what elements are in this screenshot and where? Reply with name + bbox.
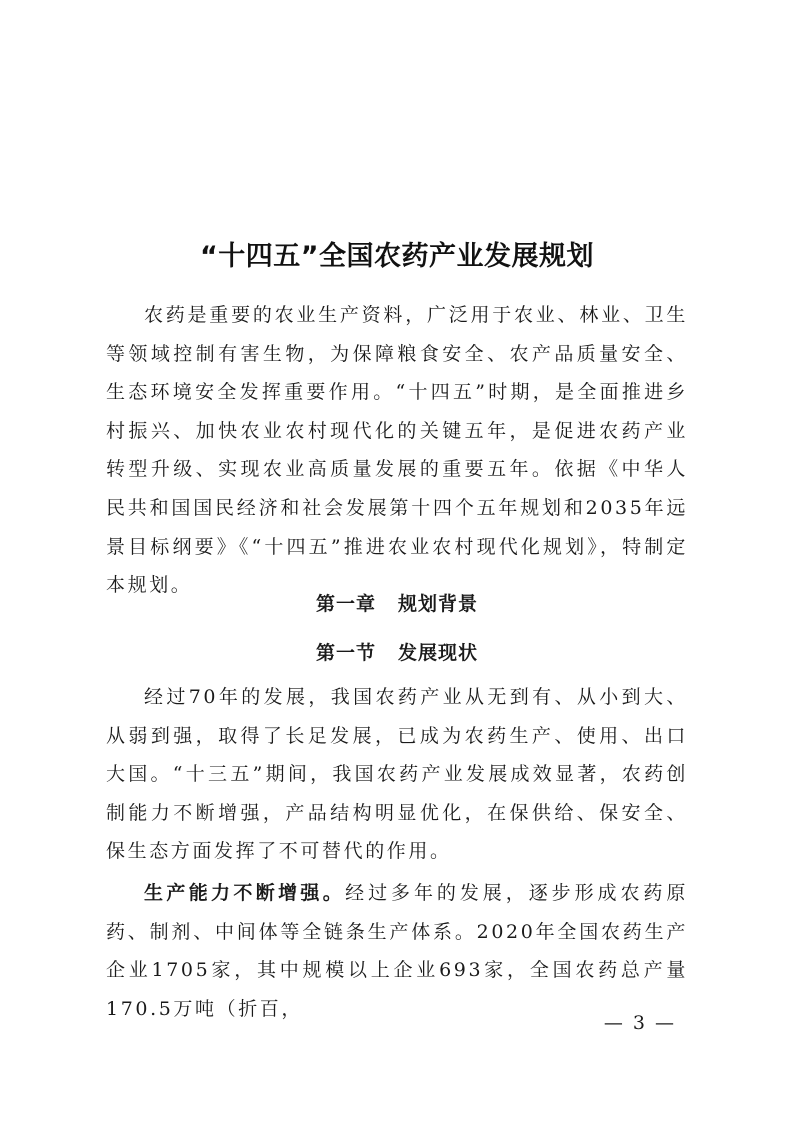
section-title: 发展现状 — [398, 642, 479, 664]
document-title: “十四五”全国农药产业发展规划 — [200, 241, 594, 273]
chapter-number: 第一章 — [315, 593, 376, 615]
section-heading — [0, 638, 794, 665]
chapter-heading — [0, 589, 794, 616]
capacity-paragraph — [106, 874, 688, 1028]
chapter-title: 规划背景 — [398, 593, 479, 615]
status-paragraph: 经过70年的发展，我国农药产业从无到有、从小到大、从弱到强，取得了长足发展，已成为农药生产、使用、出口大国。“十三五”期间，我国农药产业发展成效显著，农药创制能力不断增强，产品结构明显优化，在保供给、保安全、保生态方面发挥了不可替代的作用。 — [106, 686, 688, 863]
capacity-body: 经过多年的发展，逐步形成农药原药、制剂、中间体等全链条生产体系。2020年全国农药生产企业1705家，其中规模以上企业693家，全国农药总产量170.5万吨（折百， — [106, 882, 688, 1020]
section-number: 第一节 — [315, 642, 376, 664]
capacity-lead: 生产能力不断增强。 — [144, 882, 346, 904]
page-number: — 3 — — [603, 1012, 676, 1034]
intro-paragraph: 农药是重要的农业生产资料，广泛用于农业、林业、卫生等领域控制有害生物，为保障粮食安全、农产品质量安全、生态环境安全发挥重要作用。“十四五”时期，是全面推进乡村振兴、加快农业农村现代化的关键五年，是促进农药产业转型升级、实现农业高质量发展的重要五年。依据《中华人民共和国国民经济和社会发展第十四个五年规划和2035年远景目标纲要》《“十四五”推进农业农村现代化规划》，特制定本规划。 — [106, 304, 688, 597]
